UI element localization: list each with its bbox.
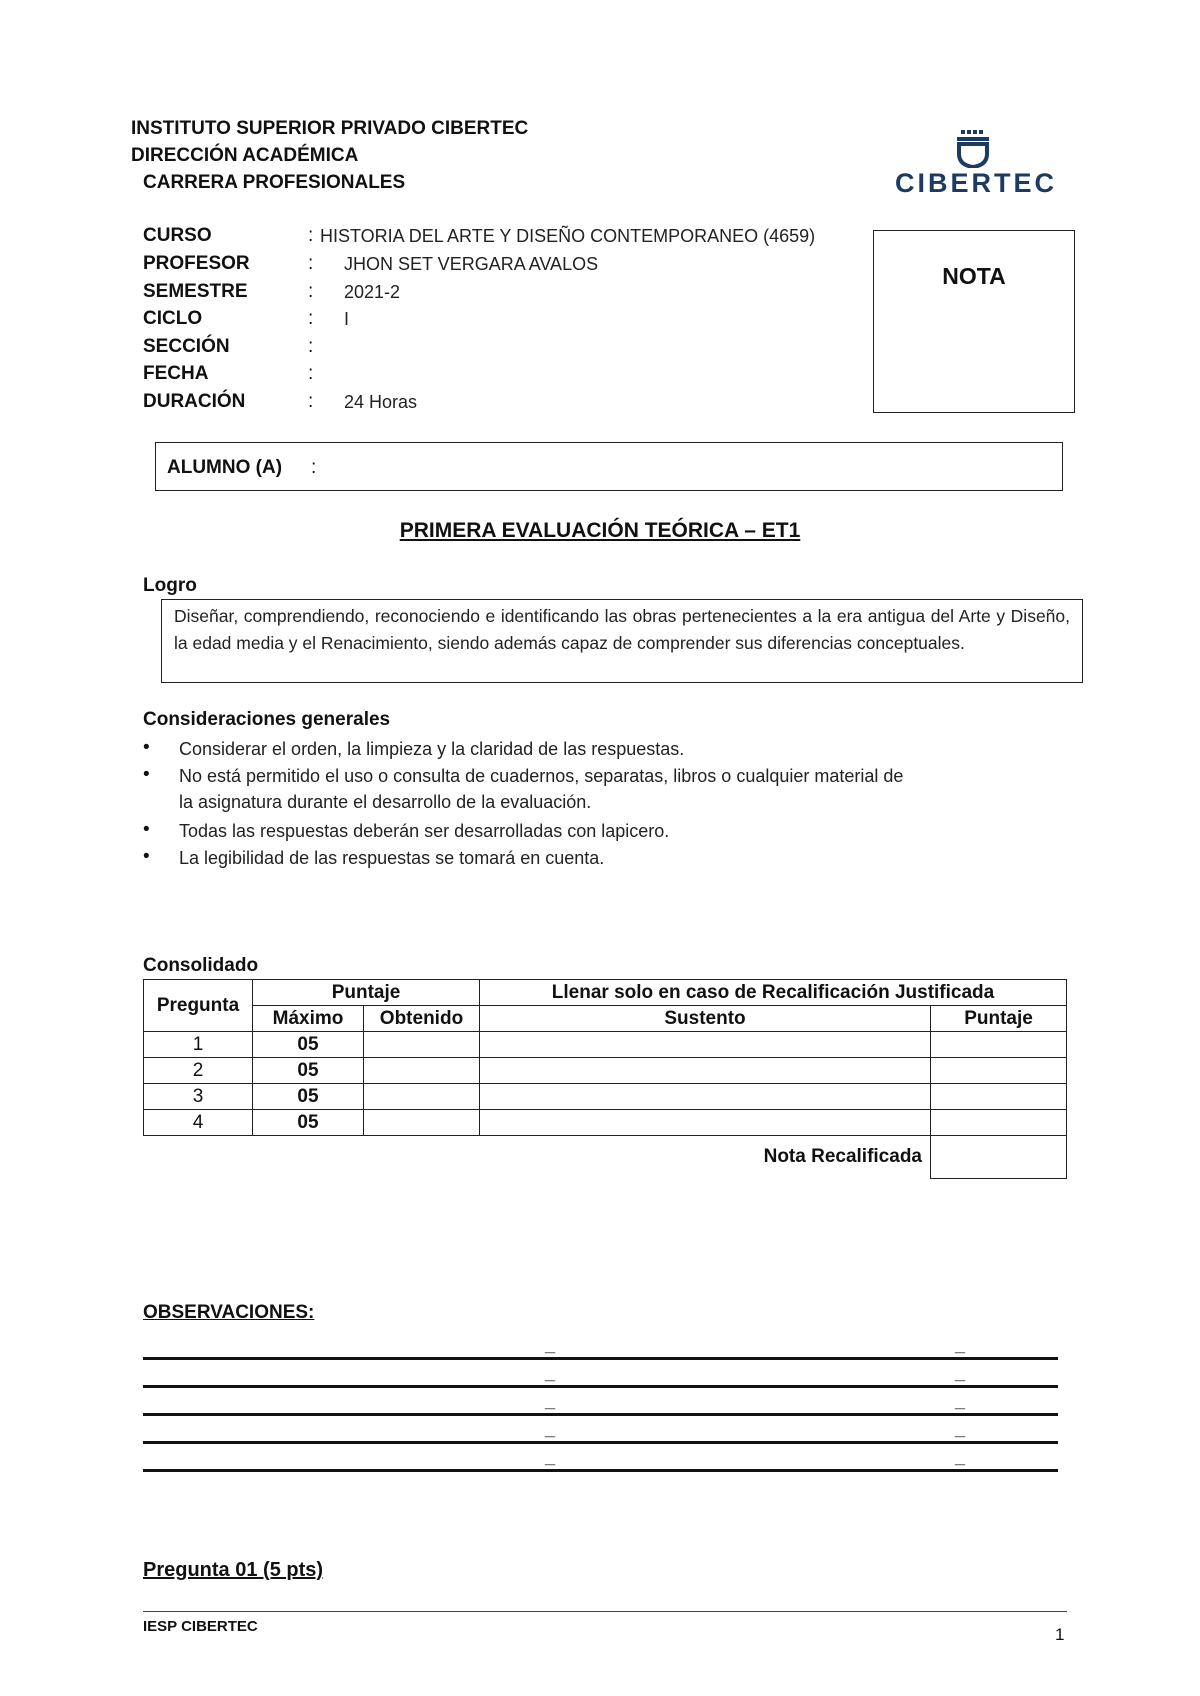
info-value: JHON SET VERGARA AVALOS <box>344 254 599 274</box>
consideraciones-heading: Consideraciones generales <box>143 709 391 730</box>
info-colon: : <box>308 281 314 302</box>
footer-divider <box>143 1611 1067 1612</box>
puntaje-cell[interactable] <box>931 1110 1067 1136</box>
observacion-dash: _ <box>955 1447 966 1467</box>
logro-heading: Logro <box>143 575 197 596</box>
career-label: CARRERA PROFESIONALES <box>143 172 406 193</box>
observacion-dash: _ <box>545 1419 556 1439</box>
col-puntaje2-header: Puntaje <box>931 1006 1067 1032</box>
obtenido-cell[interactable] <box>364 1084 480 1110</box>
nota-recalificada-cell[interactable] <box>931 1136 1067 1179</box>
institute-name: INSTITUTO SUPERIOR PRIVADO CIBERTEC <box>131 118 529 139</box>
info-label: DURACIÓN <box>143 391 246 412</box>
academic-direction: DIRECCIÓN ACADÉMICA <box>131 145 359 166</box>
bullet-icon: • <box>143 846 150 867</box>
observaciones-heading: OBSERVACIONES: <box>143 1302 315 1323</box>
sustento-cell[interactable] <box>480 1110 931 1136</box>
info-label: CURSO <box>143 225 212 246</box>
puntaje-cell[interactable] <box>931 1058 1067 1084</box>
observacion-dash: _ <box>955 1419 966 1439</box>
observacion-line[interactable] <box>143 1385 1058 1388</box>
maximo-cell: 05 <box>253 1084 364 1110</box>
alumno-field[interactable] <box>155 442 1063 491</box>
info-colon: : <box>308 391 314 412</box>
alumno-label: ALUMNO (A) <box>167 457 283 478</box>
obtenido-cell[interactable] <box>364 1110 480 1136</box>
pregunta-cell: 3 <box>144 1084 253 1110</box>
consideracion-item: Todas las respuestas deberán ser desarrolladas con lapicero. <box>179 821 670 841</box>
sustento-cell[interactable] <box>480 1058 931 1084</box>
info-value: 24 Horas <box>344 392 418 412</box>
maximo-cell: 05 <box>253 1058 364 1084</box>
col-pregunta-header: Pregunta <box>144 980 253 1032</box>
observacion-dash: _ <box>545 1335 556 1355</box>
info-label: CICLO <box>143 308 203 329</box>
footer-institute: IESP CIBERTEC <box>143 1618 258 1635</box>
observacion-dash: _ <box>545 1391 556 1411</box>
puntaje-cell[interactable] <box>931 1032 1067 1058</box>
col-recalificacion-header: Llenar solo en caso de Recalificación Justificada <box>480 980 1067 1006</box>
observacion-line[interactable] <box>143 1413 1058 1416</box>
consolidado-table <box>143 979 1067 1179</box>
col-puntaje-header: Puntaje <box>253 980 480 1006</box>
col-sustento-header: Sustento <box>480 1006 931 1032</box>
pregunta-cell: 1 <box>144 1032 253 1058</box>
info-value: HISTORIA DEL ARTE Y DISEÑO CONTEMPORANEO (4659) <box>320 226 816 246</box>
observacion-line[interactable] <box>143 1441 1058 1444</box>
table-row <box>144 1110 1067 1136</box>
observacion-line[interactable] <box>143 1469 1058 1472</box>
observacion-line[interactable] <box>143 1357 1058 1360</box>
col-obtenido-header: Obtenido <box>364 1006 480 1032</box>
logro-text: Diseñar, comprendiendo, reconociendo e identificando las obras pertenecientes a la era antigua del Arte y Diseño, la edad media y el Renacimiento, siendo además capaz de comprender sus diferencias conceptuales. <box>161 599 1083 683</box>
info-label: FECHA <box>143 363 209 384</box>
pregunta-cell: 4 <box>144 1110 253 1136</box>
observacion-dash: _ <box>545 1447 556 1467</box>
nota-recalificada-label: Nota Recalificada <box>763 1146 922 1168</box>
consideracion-item: Considerar el orden, la limpieza y la claridad de las respuestas. <box>179 739 685 759</box>
info-label: SEMESTRE <box>143 281 248 302</box>
obtenido-cell[interactable] <box>364 1032 480 1058</box>
bullet-icon: • <box>143 764 150 785</box>
info-colon: : <box>308 253 314 274</box>
info-colon: : <box>308 225 314 246</box>
bullet-icon: • <box>143 737 150 758</box>
puntaje-cell[interactable] <box>931 1084 1067 1110</box>
pregunta-01-heading: Pregunta 01 (5 pts) <box>143 1559 324 1581</box>
maximo-cell: 05 <box>253 1110 364 1136</box>
nota-box <box>873 230 1075 413</box>
info-colon: : <box>308 336 314 357</box>
info-colon: : <box>308 363 314 384</box>
info-colon: : <box>308 308 314 329</box>
consolidado-heading: Consolidado <box>143 955 259 976</box>
nota-label: NOTA <box>942 263 1006 289</box>
info-label: PROFESOR <box>143 253 250 274</box>
info-value: I <box>344 309 350 329</box>
table-row <box>144 1058 1067 1084</box>
consideracion-item-cont: la asignatura durante el desarrollo de la evaluación. <box>179 792 592 812</box>
observacion-dash: _ <box>955 1363 966 1383</box>
pregunta-cell: 2 <box>144 1058 253 1084</box>
table-row <box>144 1084 1067 1110</box>
observacion-dash: _ <box>955 1335 966 1355</box>
info-value: 2021-2 <box>344 282 401 302</box>
observacion-dash: _ <box>545 1363 556 1383</box>
maximo-cell: 05 <box>253 1032 364 1058</box>
table-row <box>144 1032 1067 1058</box>
obtenido-cell[interactable] <box>364 1058 480 1084</box>
bullet-icon: • <box>143 819 150 840</box>
alumno-colon: : <box>311 457 317 478</box>
sustento-cell[interactable] <box>480 1032 931 1058</box>
sustento-cell[interactable] <box>480 1084 931 1110</box>
consideracion-item: La legibilidad de las respuestas se tomará en cuenta. <box>179 848 605 868</box>
info-label: SECCIÓN <box>143 336 230 357</box>
exam-title: PRIMERA EVALUACIÓN TEÓRICA – ET1 <box>399 519 801 542</box>
cibertec-logo-icon <box>955 130 991 173</box>
consideracion-item: No está permitido el uso o consulta de cuadernos, separatas, libros o cualquier material de <box>179 766 904 786</box>
col-maximo-header: Máximo <box>253 1006 364 1032</box>
observacion-dash: _ <box>955 1391 966 1411</box>
cibertec-logo-text: CIBERTEC <box>895 168 1058 198</box>
page-number: 1 <box>1055 1625 1065 1644</box>
